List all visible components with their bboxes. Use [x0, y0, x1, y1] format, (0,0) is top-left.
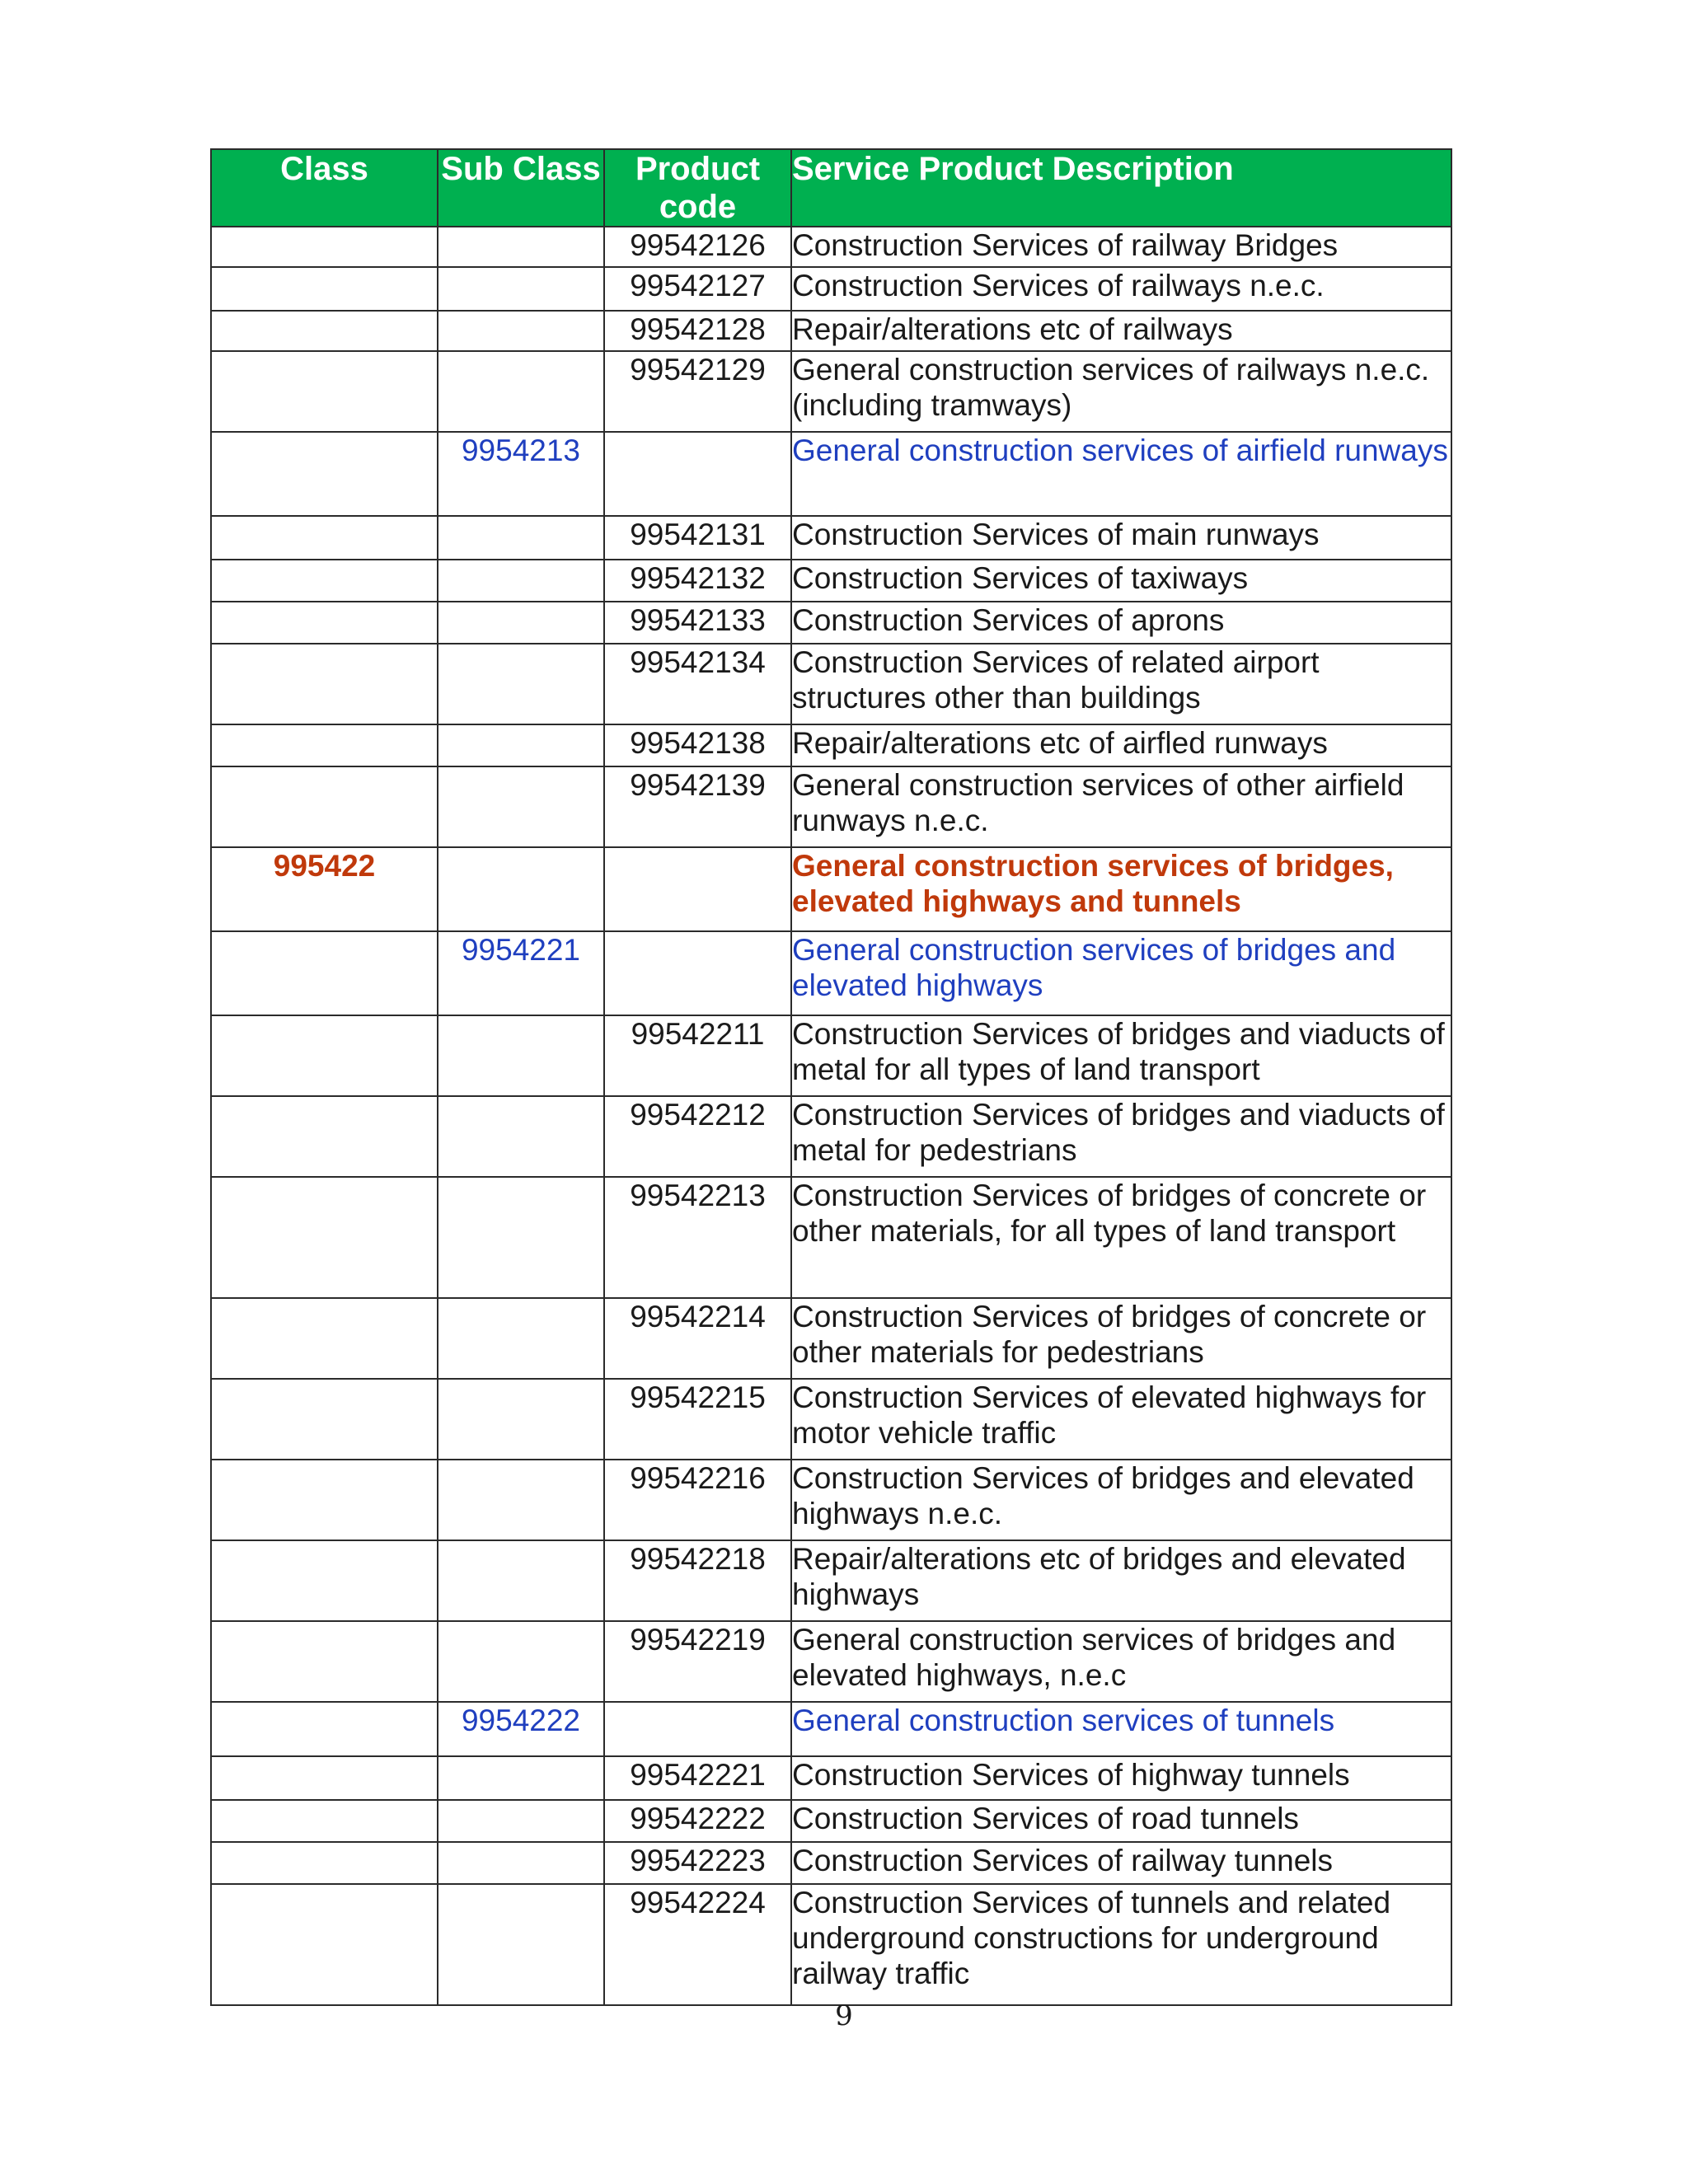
- cell-description: General construction services of bridges and elevated highways: [791, 931, 1451, 1015]
- cell-description: Construction Services of related airport structures other than buildings: [791, 644, 1451, 724]
- cell-description: Construction Services of main runways: [791, 516, 1451, 560]
- cell-class: [211, 1702, 438, 1756]
- cell-product-code: 99542211: [604, 1015, 791, 1096]
- cell-product-code: 99542129: [604, 351, 791, 432]
- cell-product-code: 99542128: [604, 311, 791, 351]
- table-row: [211, 1702, 1451, 1756]
- cell-class: [211, 1884, 438, 2005]
- cell-class: [211, 1379, 438, 1460]
- cell-sub-class: 9954222: [438, 1702, 604, 1756]
- cell-class: [211, 1756, 438, 1800]
- table-row: [211, 1621, 1451, 1702]
- cell-description: Construction Services of highway tunnels: [791, 1756, 1451, 1800]
- cell-description: Repair/alterations etc of bridges and elevated highways: [791, 1540, 1451, 1621]
- table-row: [211, 227, 1451, 267]
- table-row: [211, 847, 1451, 931]
- cell-product-code: 99542138: [604, 724, 791, 766]
- cell-sub-class: [438, 1096, 604, 1177]
- cell-class: [211, 644, 438, 724]
- cell-class: [211, 602, 438, 644]
- cell-class: [211, 931, 438, 1015]
- cell-description: Construction Services of railway tunnels: [791, 1842, 1451, 1884]
- table-row: [211, 1177, 1451, 1298]
- table-row: [211, 1884, 1451, 2005]
- table-row: [211, 1540, 1451, 1621]
- table-row: [211, 432, 1451, 516]
- cell-description: Construction Services of road tunnels: [791, 1800, 1451, 1842]
- table-row: [211, 931, 1451, 1015]
- table-body: [211, 227, 1451, 2005]
- cell-sub-class: [438, 644, 604, 724]
- cell-class: [211, 227, 438, 267]
- table-row: [211, 351, 1451, 432]
- cell-description: General construction services of airfield runways: [791, 432, 1451, 516]
- cell-description: General construction services of railways n.e.c. (including tramways): [791, 351, 1451, 432]
- table-row: [211, 1756, 1451, 1800]
- cell-product-code: 99542139: [604, 766, 791, 847]
- cell-class: [211, 351, 438, 432]
- cell-product-code: 99542126: [604, 227, 791, 267]
- table-row: [211, 1015, 1451, 1096]
- cell-sub-class: [438, 311, 604, 351]
- cell-sub-class: [438, 1177, 604, 1298]
- cell-description: General construction services of bridges and elevated highways, n.e.c: [791, 1621, 1451, 1702]
- cell-product-code: [604, 931, 791, 1015]
- cell-description: Construction Services of bridges and elevated highways n.e.c.: [791, 1460, 1451, 1540]
- cell-product-code: 99542132: [604, 560, 791, 602]
- cell-class: [211, 1842, 438, 1884]
- cell-description: General construction services of other airfield runways n.e.c.: [791, 766, 1451, 847]
- cell-class: [211, 1540, 438, 1621]
- cell-description: Construction Services of bridges and viaducts of metal for pedestrians: [791, 1096, 1451, 1177]
- cell-sub-class: [438, 1842, 604, 1884]
- cell-product-code: 99542223: [604, 1842, 791, 1884]
- cell-class: [211, 1621, 438, 1702]
- cell-sub-class: [438, 766, 604, 847]
- cell-class: [211, 1015, 438, 1096]
- cell-class: [211, 560, 438, 602]
- cell-class: [211, 432, 438, 516]
- cell-sub-class: [438, 602, 604, 644]
- cell-description: Construction Services of bridges and viaducts of metal for all types of land transport: [791, 1015, 1451, 1096]
- cell-product-code: 99542218: [604, 1540, 791, 1621]
- cell-class: [211, 516, 438, 560]
- table-row: [211, 644, 1451, 724]
- table-row: [211, 560, 1451, 602]
- header-product-code: Product code: [604, 149, 791, 227]
- cell-class: [211, 311, 438, 351]
- cell-product-code: [604, 1702, 791, 1756]
- cell-sub-class: [438, 1015, 604, 1096]
- cell-product-code: 99542212: [604, 1096, 791, 1177]
- cell-class: [211, 1298, 438, 1379]
- cell-sub-class: [438, 847, 604, 931]
- cell-sub-class: [438, 351, 604, 432]
- table-row: [211, 1379, 1451, 1460]
- page-number: 9: [835, 1999, 853, 2032]
- cell-description: Repair/alterations etc of railways: [791, 311, 1451, 351]
- cell-description: General construction services of tunnels: [791, 1702, 1451, 1756]
- cell-description: General construction services of bridges, elevated highways and tunnels: [791, 847, 1451, 931]
- table-row: [211, 1800, 1451, 1842]
- cell-description: Construction Services of taxiways: [791, 560, 1451, 602]
- table-row: [211, 1460, 1451, 1540]
- cell-class: [211, 1460, 438, 1540]
- cell-sub-class: [438, 1298, 604, 1379]
- header-class: Class: [211, 149, 438, 227]
- service-code-table: [210, 148, 1452, 2006]
- cell-sub-class: [438, 267, 604, 311]
- cell-product-code: 99542127: [604, 267, 791, 311]
- cell-sub-class: [438, 1884, 604, 2005]
- cell-description: Construction Services of railways n.e.c.: [791, 267, 1451, 311]
- cell-product-code: 99542215: [604, 1379, 791, 1460]
- table-row: [211, 602, 1451, 644]
- cell-sub-class: [438, 724, 604, 766]
- table-header-row: [211, 149, 1451, 227]
- cell-sub-class: [438, 1540, 604, 1621]
- table-row: [211, 1096, 1451, 1177]
- cell-sub-class: [438, 1800, 604, 1842]
- cell-class: [211, 1096, 438, 1177]
- cell-product-code: 99542131: [604, 516, 791, 560]
- cell-sub-class: 9954213: [438, 432, 604, 516]
- cell-class: 995422: [211, 847, 438, 931]
- cell-sub-class: 9954221: [438, 931, 604, 1015]
- table-row: [211, 724, 1451, 766]
- cell-sub-class: [438, 227, 604, 267]
- cell-class: [211, 267, 438, 311]
- cell-sub-class: [438, 560, 604, 602]
- cell-class: [211, 724, 438, 766]
- table-row: [211, 1298, 1451, 1379]
- table-row: [211, 1842, 1451, 1884]
- cell-description: Repair/alterations etc of airfled runways: [791, 724, 1451, 766]
- header-description: Service Product Description: [791, 149, 1451, 227]
- cell-sub-class: [438, 1621, 604, 1702]
- cell-product-code: 99542133: [604, 602, 791, 644]
- cell-class: [211, 1800, 438, 1842]
- cell-description: Construction Services of aprons: [791, 602, 1451, 644]
- cell-product-code: 99542134: [604, 644, 791, 724]
- cell-class: [211, 766, 438, 847]
- table-row: [211, 311, 1451, 351]
- cell-sub-class: [438, 1379, 604, 1460]
- cell-product-code: 99542214: [604, 1298, 791, 1379]
- cell-description: Construction Services of tunnels and related underground constructions for underground railway traffic: [791, 1884, 1451, 2005]
- cell-sub-class: [438, 1460, 604, 1540]
- cell-class: [211, 1177, 438, 1298]
- table-row: [211, 766, 1451, 847]
- cell-product-code: 99542213: [604, 1177, 791, 1298]
- table-row: [211, 516, 1451, 560]
- table-row: [211, 267, 1451, 311]
- header-sub-class: Sub Class: [438, 149, 604, 227]
- cell-description: Construction Services of bridges of concrete or other materials for pedestrians: [791, 1298, 1451, 1379]
- cell-description: Construction Services of railway Bridges: [791, 227, 1451, 267]
- cell-product-code: [604, 847, 791, 931]
- cell-product-code: 99542224: [604, 1884, 791, 2005]
- cell-product-code: [604, 432, 791, 516]
- cell-product-code: 99542222: [604, 1800, 791, 1842]
- cell-sub-class: [438, 516, 604, 560]
- cell-sub-class: [438, 1756, 604, 1800]
- cell-product-code: 99542221: [604, 1756, 791, 1800]
- cell-description: Construction Services of elevated highways for motor vehicle traffic: [791, 1379, 1451, 1460]
- cell-product-code: 99542219: [604, 1621, 791, 1702]
- cell-description: Construction Services of bridges of concrete or other materials, for all types of land transport: [791, 1177, 1451, 1298]
- cell-product-code: 99542216: [604, 1460, 791, 1540]
